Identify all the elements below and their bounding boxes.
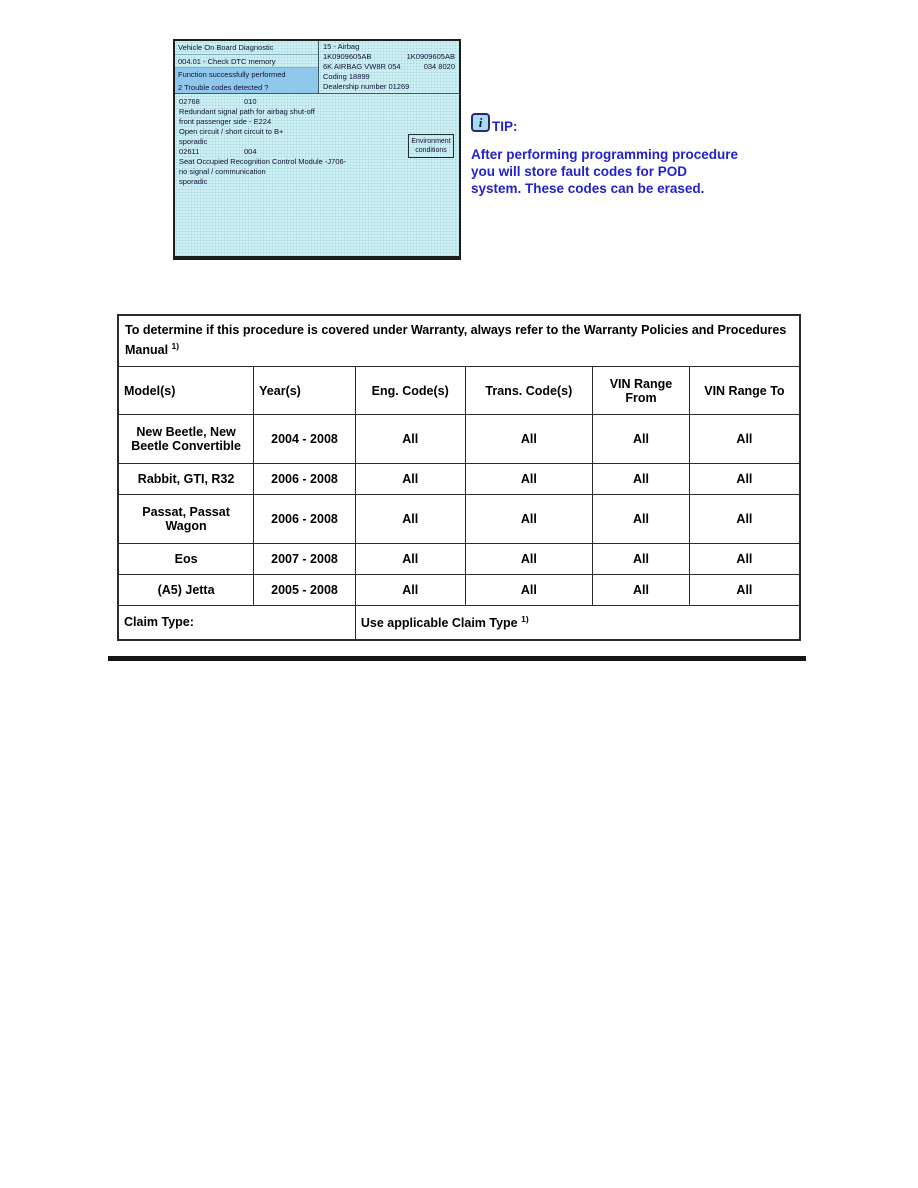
column-header-years: Year(s) xyxy=(254,367,356,415)
tip-text-line: you will store fault codes for POD xyxy=(471,164,688,179)
year-cell: 2005 - 2008 xyxy=(254,575,356,606)
eng-code-cell: All xyxy=(355,575,465,606)
vin-to-cell: All xyxy=(689,415,800,464)
diag-fault-list xyxy=(175,94,459,190)
tip-label: TIP: xyxy=(492,119,518,134)
trans-code-cell: All xyxy=(465,415,593,464)
fault-description: Redundant signal path for airbag shut-off xyxy=(179,107,315,116)
info-icon: i xyxy=(471,113,490,132)
table-row xyxy=(118,544,800,575)
trans-code-cell: All xyxy=(465,544,593,575)
warranty-caption-text: To determine if this procedure is covered under Warranty, always refer to the Warranty Policies and Procedures Manual xyxy=(125,323,787,358)
vin-to-cell: All xyxy=(689,464,800,495)
warranty-table xyxy=(117,314,801,641)
vin-from-cell: All xyxy=(593,495,690,544)
column-header-models: Model(s) xyxy=(118,367,254,415)
diag-title: Vehicle On Board Diagnostic xyxy=(175,41,318,55)
diag-function: 004.01 - Check DTC memory xyxy=(175,55,318,69)
trans-code-cell: All xyxy=(465,495,593,544)
model-cell: Rabbit, GTI, R32 xyxy=(118,464,254,495)
fault-description: sporadic xyxy=(179,177,208,186)
eng-code-cell: All xyxy=(355,415,465,464)
tip-header xyxy=(471,113,806,132)
table-row xyxy=(118,464,800,495)
column-header-vin-from: VIN Range From xyxy=(593,367,690,415)
claim-type-value xyxy=(355,606,800,640)
diag-component: 6K AIRBAG VW8R 054 xyxy=(323,62,401,71)
vin-to-cell: All xyxy=(689,544,800,575)
fault-code: 02611 xyxy=(179,147,200,156)
claim-type-row xyxy=(118,606,800,640)
diag-header xyxy=(175,41,459,94)
diagnostic-screenshot xyxy=(173,39,461,260)
table-row xyxy=(118,495,800,544)
warranty-caption xyxy=(118,315,800,367)
vin-to-cell: All xyxy=(689,495,800,544)
diag-part-number: 1K0909605AB xyxy=(323,52,372,61)
year-cell: 2007 - 2008 xyxy=(254,544,356,575)
diag-status-line: Function successfully performed xyxy=(175,68,318,81)
footnote-marker: 1) xyxy=(521,614,529,625)
model-cell: New Beetle, New Beetle Convertible xyxy=(118,415,254,464)
year-cell: 2006 - 2008 xyxy=(254,464,356,495)
table-row xyxy=(118,415,800,464)
diag-coding: Coding 18899 xyxy=(323,72,370,81)
trans-code-cell: All xyxy=(465,464,593,495)
claim-type-value-text: Use applicable Claim Type xyxy=(360,616,518,631)
diag-header-left xyxy=(175,41,319,93)
fault-entry-1-code-row xyxy=(179,97,455,107)
table-row xyxy=(118,575,800,606)
vin-from-cell: All xyxy=(593,575,690,606)
fault-status: 004 xyxy=(244,147,257,156)
vin-to-cell: All xyxy=(689,575,800,606)
model-cell: Eos xyxy=(118,544,254,575)
tip-text xyxy=(471,146,806,197)
fault-description: no signal / communication xyxy=(179,167,266,176)
table-header-row xyxy=(118,367,800,415)
year-cell: 2004 - 2008 xyxy=(254,415,356,464)
diag-dealership: Dealership number 01269 xyxy=(323,82,410,91)
fault-description: Seat Occupied Recognition Control Module -J706- xyxy=(179,157,347,166)
diag-header-right xyxy=(319,41,459,93)
vin-from-cell: All xyxy=(593,544,690,575)
eng-code-cell: All xyxy=(355,495,465,544)
fault-status: 010 xyxy=(244,97,257,106)
footnote-marker: 1) xyxy=(171,341,180,351)
environment-conditions-button: Environment conditions xyxy=(408,134,454,158)
fault-description: front passenger side - E224 xyxy=(179,117,272,126)
column-header-eng-codes: Eng. Code(s) xyxy=(355,367,465,415)
fault-code: 02768 xyxy=(179,97,200,106)
year-cell: 2006 - 2008 xyxy=(254,495,356,544)
tip-block xyxy=(471,113,806,197)
tip-text-line: system. These codes can be erased. xyxy=(471,181,705,196)
model-cell: Passat, Passat Wagon xyxy=(118,495,254,544)
column-header-vin-to: VIN Range To xyxy=(689,367,800,415)
tip-text-line: After performing programming procedure xyxy=(471,147,739,162)
eng-code-cell: All xyxy=(355,464,465,495)
table-caption-row xyxy=(118,315,800,367)
model-cell: (A5) Jetta xyxy=(118,575,254,606)
claim-type-label: Claim Type: xyxy=(118,606,355,640)
diag-address: 15 - Airbag xyxy=(323,42,360,51)
fault-description: sporadic xyxy=(179,137,208,146)
diag-trouble-count: 2 Trouble codes detected ? xyxy=(175,81,318,94)
diag-part-number-right: 1K0909605AB xyxy=(406,52,455,61)
trans-code-cell: All xyxy=(465,575,593,606)
page-divider-rule xyxy=(108,656,806,661)
fault-description: Open circuit / short circuit to B+ xyxy=(179,127,284,136)
eng-code-cell: All xyxy=(355,544,465,575)
column-header-trans-codes: Trans. Code(s) xyxy=(465,367,593,415)
vin-from-cell: All xyxy=(593,415,690,464)
diag-component-code: 034 8020 xyxy=(423,62,455,71)
vin-from-cell: All xyxy=(593,464,690,495)
